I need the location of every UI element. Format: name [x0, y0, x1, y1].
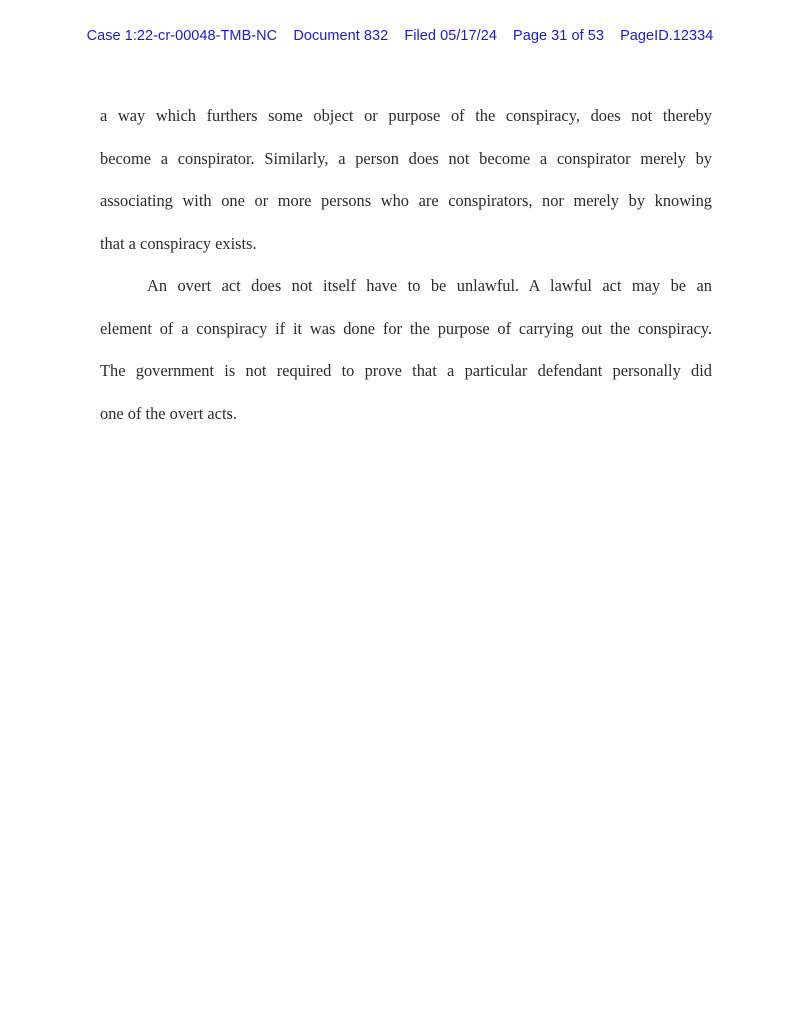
paragraph-2	[100, 271, 712, 441]
filing-header	[0, 28, 800, 44]
text-line: a way which furthers some object or purpose of the conspiracy, does not thereby	[100, 106, 712, 125]
case-number: Case 1:22-cr-00048-TMB-NC	[86, 28, 278, 44]
text-line: become a conspirator. Similarly, a person does not become a conspirator merely by	[100, 148, 712, 168]
text-line: An overt act does not itself have to be unlawful. A lawful act may be an	[147, 276, 712, 295]
text-line: element of a conspiracy if it was done for the purpose of carrying out the conspiracy.	[100, 318, 712, 338]
page-id: PageID.12334	[620, 28, 714, 44]
document-number: Document 832	[293, 28, 389, 44]
text-line: associating with one or more persons who are conspirators, nor merely by knowing	[100, 191, 712, 210]
text-line: one of the overt acts.	[100, 403, 237, 423]
text-line: that a conspiracy exists.	[100, 233, 257, 253]
page-number: Page 31 of 53	[513, 28, 604, 44]
body-text	[100, 101, 712, 441]
text-line: The government is not required to prove that a particular defendant personally did	[100, 361, 712, 380]
filed-date: Filed 05/17/24	[404, 28, 497, 44]
paragraph-1	[100, 101, 712, 271]
